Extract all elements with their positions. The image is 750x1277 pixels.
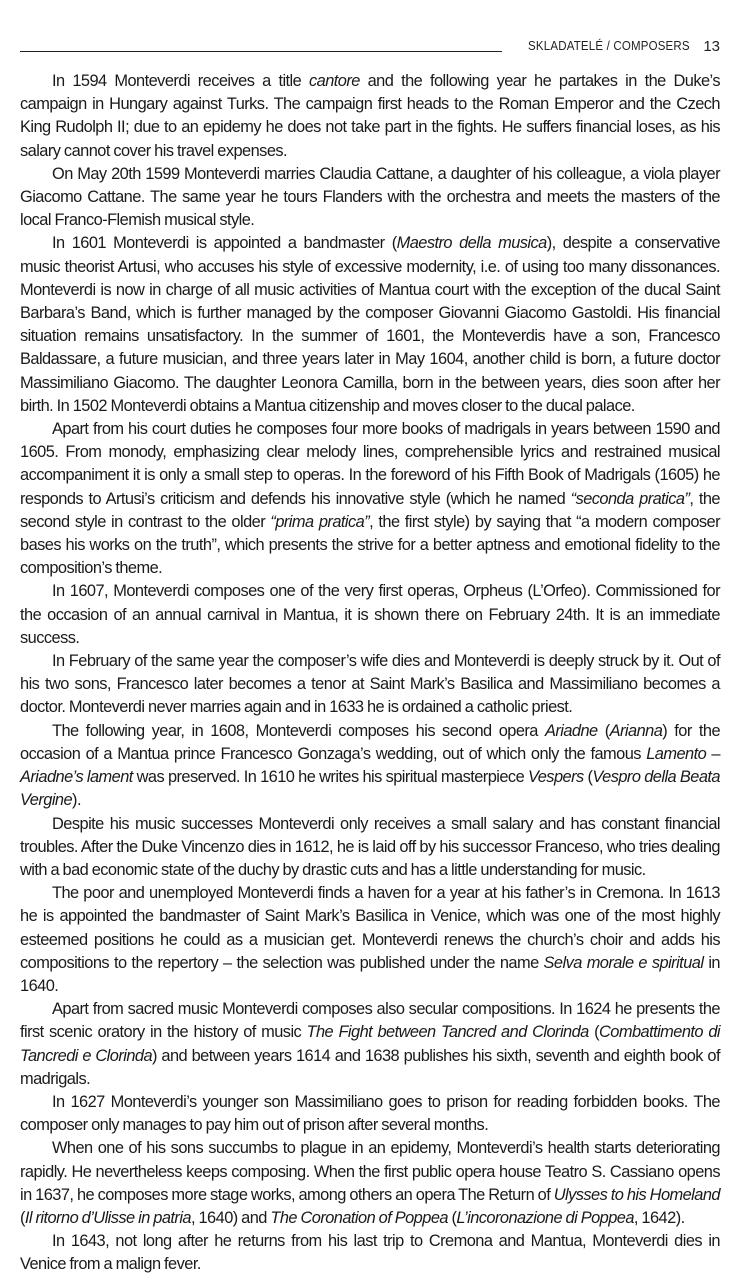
italic-term: cantore [309,72,360,90]
paragraph-6: In February of the same year the composer’s wife dies and Monteverdi is deeply struck by it. Out of his two sons, Francesco later becomes a tenor at Saint Mark’s Basilica and Massimiliano becomes a doctor. Monteverdi never marries again and in 1633 he is ordained a catholic priest. [20,652,720,717]
italic-term: Ariadne [544,721,598,740]
header-rule [20,51,502,52]
italic-term: Ulysses to his Homeland [553,1185,720,1204]
italic-term: “seconda pratica” [570,489,690,508]
paragraph-3: In 1601 Monteverdi is appointed a bandmaster (Maestro della musica), despite a conservative music theorist Artusi, who accuses his style of excessive modernity, i.e. of using too many dissonances. Monteverdi is now in charge of all music activities of Mantua court with the exception of the ducal Saint Barbara’s Band, which is further managed by the composer Giovanni Giacomo Gastoldi. His financial situation remains unsatisfactory. In the summer of 1601, the Monteverdis have a son, Francesco Baldassare, a future musician, and three years later in May 1604, another child is born, a future doctor Massimiliano Giacomo. The daughter Leonora Camilla, born in the between years, dies soon after her birth. In 1502 Monteverdi obtains a Mantua citizenship and moves closer to the ducal palace. [20,234,720,415]
italic-term: L’incoronazione di Poppea [456,1208,634,1227]
paragraph-4: Apart from his court duties he composes four more books of madrigals in years between 1590 and 1605. From monody, emphasizing clear melody lines, comprehensible lyrics and restrained musical accompaniment it is only a small step to operas. In the foreword of his Fifth Book of Madrigals (1605) he responds to Artusi’s criticism and defends his innovative style (which he named “seconda pratica”, the second style in contrast to the older “prima pratica”, the first style) by saying that “a modern composer bases his works on the truth”, which presents the strive for a better aptness and emotional fidelity to the composition’s theme. [20,420,721,578]
italic-term: Vespers [527,768,584,787]
paragraph-13: In 1643, not long after he returns from his last trip to Cremona and Mantua, Monteverdi dies in Venice from a malign fever. [20,1232,720,1274]
article-body [20,70,720,1277]
italic-term: Maestro della musica [396,234,547,253]
paragraph-1: In 1594 Monteverdi receives a title cantore and the following year he partakes in the Duke’s campaign in Hungary against Turks. The campaign first heads to the Roman Emperor and the Czech King Rudolph II; due to an epidemy he does not take part in the fights. He suffers financial loses, as his salary cannot cover his travel expenses. [20,72,720,160]
paragraph-10: Apart from sacred music Monteverdi composes also secular compositions. In 1624 he presents the first scenic oratory in the history of music The Fight between Tancred and Clorinda (Combattimento di Tancredi e Clorinda) and between years 1614 and 1638 publishes his sixth, seventh and eighth book of madrigals. [20,1000,720,1088]
italic-term: Vespro della Beata Vergine [20,768,721,810]
italic-term: The Fight between Tancred and Clorinda [306,1023,589,1042]
paragraph-2: On May 20th 1599 Monteverdi marries Claudia Cattane, a daughter of his colleague, a viola player Giacomo Cattane. The same year he tours Flanders with the orchestra and meets the masters of the local Franco-Flemish musical style. [20,164,720,230]
paragraph-11: In 1627 Monteverdi’s younger son Massimiliano goes to prison for reading forbidden books. The composer only manages to pay him out of prison after several months. [20,1092,720,1135]
running-header [20,34,720,58]
header-title: SKLADATELÉ / COMPOSERS [527,39,690,53]
paragraph-5: In 1607, Monteverdi composes one of the very first operas, Orpheus (L’Orfeo). Commissioned for the occasion of an annual carnival in Mantua, it is shown there on February 24th. It is an immediate success. [20,582,720,647]
italic-term: Arianna [609,721,663,740]
paragraph-9: The poor and unemployed Monteverdi finds a haven for a year at his father’s in Cremona. In 1613 he is appointed the bandmaster of Saint Mark’s Basilica in Venice, which was one of the most highly esteemed positions he could as a musician get. Monteverdi renews the church’s choir and adds his compositions to the repertory – the selection was published under the name Selva morale e spiritual in 1640. [20,884,720,995]
italic-term: Il ritorno d’Ulisse in patria [24,1208,191,1227]
italic-term: Selva morale e spiritual [543,953,704,972]
italic-term: The Coronation of Poppea [270,1208,448,1227]
paragraph-8: Despite his music successes Monteverdi only receives a small salary and has constant financial troubles. After the Duke Vincenzo dies in 1612, he is laid off by his successor Franceso, who tries dealing with a bad economic state of the duchy by drastic cuts and has a little understanding for music. [20,814,720,879]
paragraph-12: When one of his sons succumbs to plague in an epidemy, Monteverdi’s health starts deteriorating rapidly. He nevertheless keeps composing. When the first public opera house Teatro S. Cassiano opens in 1637, he composes more stage works, among others an opera The Return of Ulysses to his Homeland (Il ritorno d’Ulisse in patria, 1640) and The Coronation of Poppea (L’incoronazione di Poppea, 1642). [20,1139,720,1227]
italic-term: “prima pratica” [270,512,370,531]
italic-term: Combattimento di Tancredi e Clorinda [20,1023,720,1065]
page-number: 13 [703,37,720,55]
paragraph-7: The following year, in 1608, Monteverdi composes his second opera Ariadne (Arianna) for the occasion of a Mantua prince Francesco Gonzaga’s wedding, out of which only the famous Lamento – Ariadne’s lament was preserved. In 1610 he writes his spiritual masterpiece Vespers (Vespro della Beata Vergine). [20,721,721,810]
italic-term: Lamento – Ariadne’s lament [20,744,720,787]
